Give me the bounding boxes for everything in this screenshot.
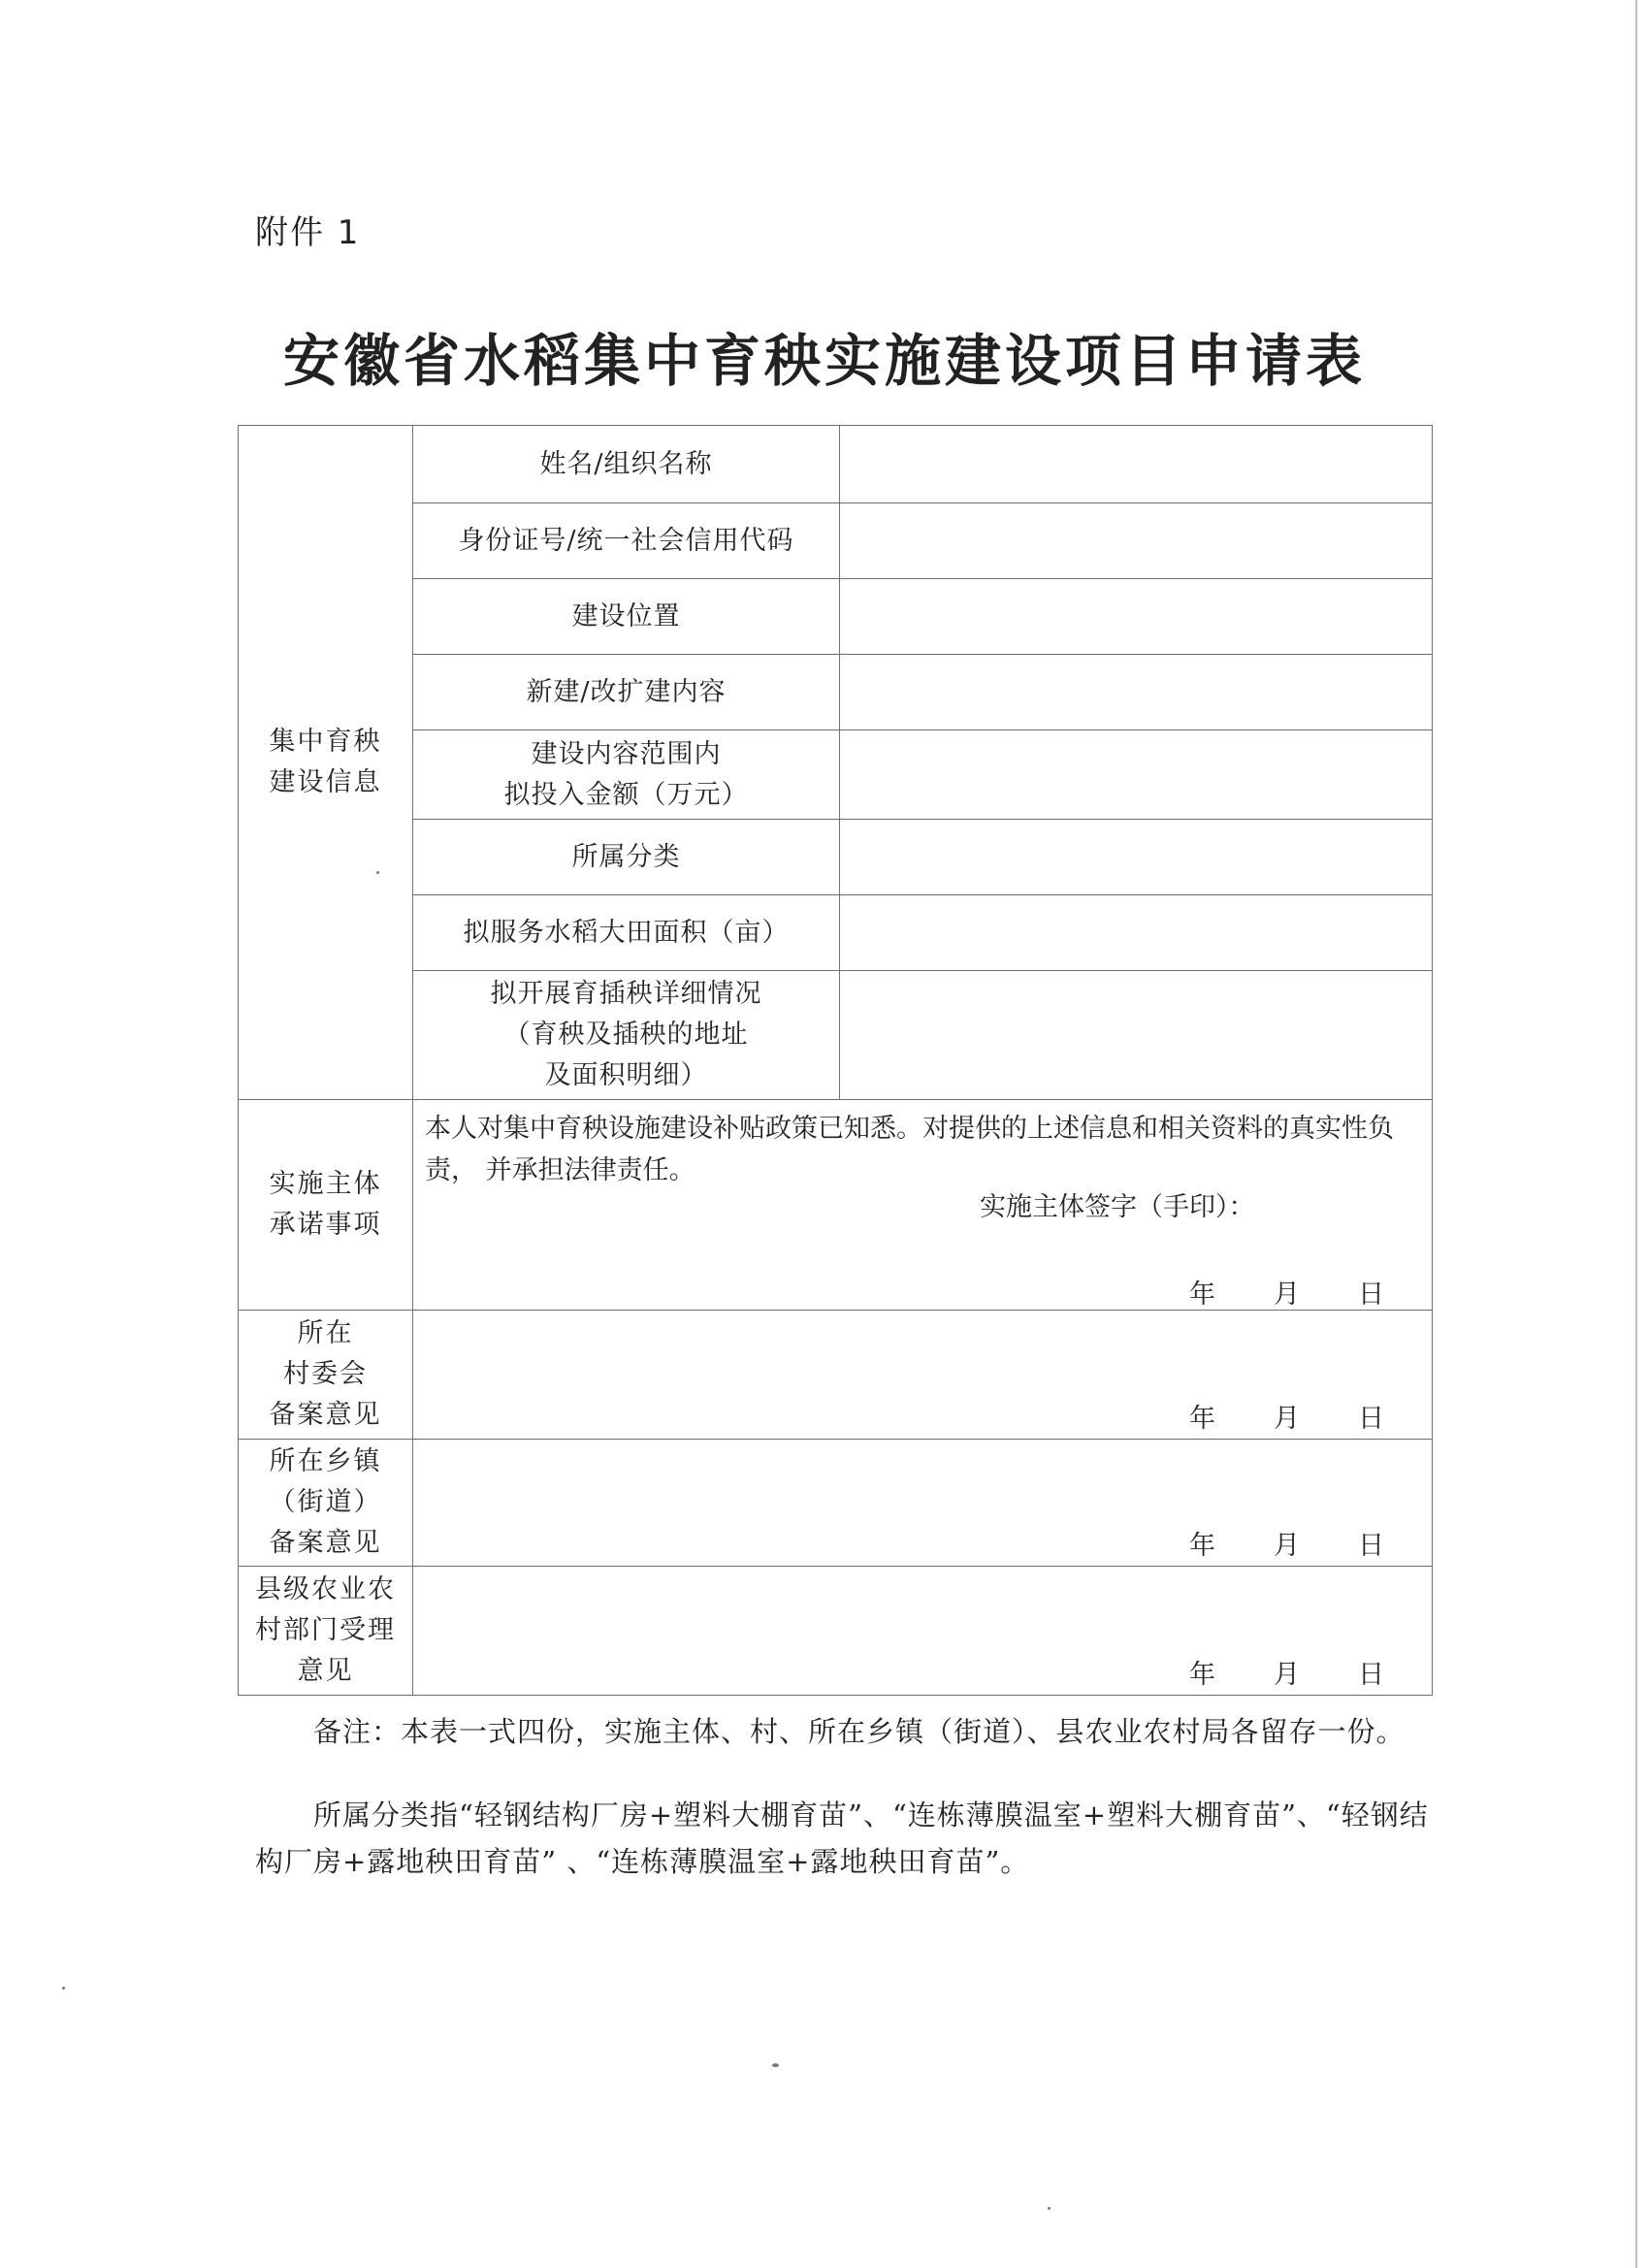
field-input-name[interactable] [840,426,1433,503]
table-row [239,1311,1433,1440]
table-row [239,503,1433,579]
scan-speck [772,2063,779,2067]
table-row [239,426,1433,503]
field-label-details [413,971,840,1100]
section-county-opinion-label: 县级农业农 村部门受理 意见 [255,1574,396,1686]
field-input-details[interactable] [840,971,1433,1100]
table-row [239,1440,1433,1567]
section-village-opinion [239,1311,413,1440]
scan-speck [62,1987,65,1990]
table-row [239,1100,1433,1311]
section-build-info-label: 集中育秧 建设信息 [269,727,382,797]
field-label-investment-text: 建设内容范围内 拟投入金额（万元） [503,738,749,810]
village-opinion-date: 年 月 日 [1189,1404,1386,1434]
section-village-opinion-label: 所在 村委会 备案意见 [269,1318,382,1430]
scan-speck [1048,2207,1051,2210]
field-input-category[interactable] [840,820,1433,895]
field-input-construction-content[interactable] [840,655,1433,730]
field-input-investment[interactable] [840,730,1433,820]
section-town-opinion [239,1440,413,1567]
form-title: 安徽省水稻集中育秧实施建设项目申请表 [282,328,1366,394]
town-opinion-date: 年 月 日 [1189,1531,1386,1561]
county-opinion-cell[interactable] [413,1567,1433,1696]
field-label-category: 所属分类 [413,820,840,895]
field-input-id-code[interactable] [840,503,1433,579]
application-form-table [238,425,1433,1696]
field-label-investment [413,730,840,820]
scan-speck [376,871,379,874]
table-row [239,971,1433,1100]
field-label-service-area: 拟服务水稻大田面积（亩） [413,895,840,971]
field-label-details-text: 拟开展育插秧详细情况 （育秧及插秧的地址 及面积明细） [490,979,762,1090]
table-row [239,579,1433,655]
section-promise-label: 实施主体 承诺事项 [269,1169,382,1240]
table-row [239,820,1433,895]
section-promise [239,1100,413,1311]
signature-label: 实施主体签字（手印）： [980,1192,1255,1222]
section-county-opinion [239,1567,413,1696]
village-opinion-cell[interactable] [413,1311,1433,1440]
attachment-label: 附件 1 [255,213,361,252]
note-category: 所属分类指“轻钢结构厂房+塑料大棚育苗”、“连栋薄膜温室+塑料大棚育苗”、“轻钢结构厂房+露地秧田育苗” 、“连栋薄膜温室+露地秧田育苗”。 [255,1798,1429,1878]
field-label-id-code: 身份证号/统一社会信用代码 [413,503,840,579]
field-label-location: 建设位置 [413,579,840,655]
table-row [239,730,1433,820]
field-input-service-area[interactable] [840,895,1433,971]
town-opinion-cell[interactable] [413,1440,1433,1567]
field-input-location[interactable] [840,579,1433,655]
table-row [239,895,1433,971]
note-copies: 备注：本表一式四份，实施主体、村、所在乡镇（街道）、县农业农村局各留存一份。 [313,1715,1406,1748]
table-row [239,655,1433,730]
county-opinion-date: 年 月 日 [1189,1660,1386,1690]
field-label-name: 姓名/组织名称 [413,426,840,503]
table-row [239,1567,1433,1696]
section-build-info [239,426,413,1100]
field-label-construction-content: 新建/改扩建内容 [413,655,840,730]
promise-date: 年 月 日 [1189,1280,1386,1310]
section-town-opinion-label: 所在乡镇 （街道） 备案意见 [269,1446,382,1558]
promise-cell [413,1100,1433,1311]
promise-text: 本人对集中育秧设施建设补贴政策已知悉。对提供的上述信息和相关资料的真实性负责， 并承担法律责任。 [425,1114,1394,1186]
